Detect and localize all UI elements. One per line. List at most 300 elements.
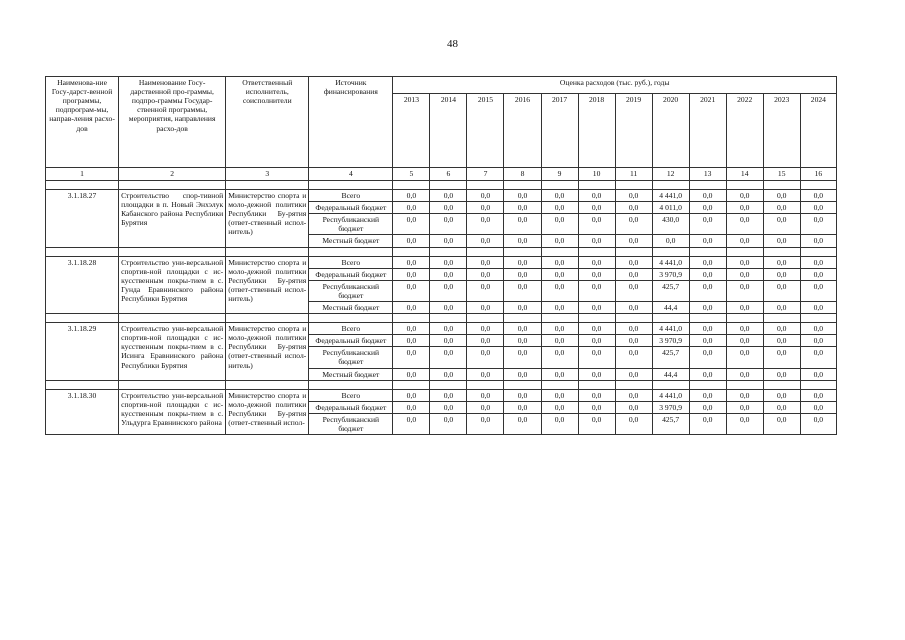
spacer-cell xyxy=(119,314,226,323)
spacer-cell xyxy=(226,380,309,389)
spacer-cell xyxy=(46,181,119,190)
spacer-row xyxy=(46,247,837,256)
value-cell: 0,0 xyxy=(504,323,541,335)
column-number: 10 xyxy=(578,168,615,181)
value-cell: 0,0 xyxy=(689,347,726,368)
spacer-cell xyxy=(46,314,119,323)
spacer-cell xyxy=(615,380,652,389)
value-cell: 4 441,0 xyxy=(652,389,689,401)
value-cell: 0,0 xyxy=(467,190,504,202)
page-number: 48 xyxy=(447,38,458,50)
spacer-cell xyxy=(578,247,615,256)
column-number: 16 xyxy=(800,168,836,181)
value-cell: 4 441,0 xyxy=(652,190,689,202)
value-cell: 0,0 xyxy=(763,268,800,280)
value-cell: 0,0 xyxy=(393,401,430,413)
column-number: 2 xyxy=(119,168,226,181)
value-cell: 0,0 xyxy=(763,235,800,247)
table-row xyxy=(46,190,837,202)
value-cell: 0,0 xyxy=(430,301,467,313)
value-cell: 0,0 xyxy=(763,280,800,301)
spacer-cell xyxy=(467,380,504,389)
year-header: 2015 xyxy=(467,94,504,168)
header-program-name: Наименова-ние Госу-дарст-венной программы, подпрограм-мы, направ-ления расхо-дов xyxy=(46,77,119,168)
value-cell: 0,0 xyxy=(726,214,763,235)
value-cell: 0,0 xyxy=(393,347,430,368)
value-cell: 0,0 xyxy=(615,301,652,313)
document-body xyxy=(45,76,837,576)
value-cell: 0,0 xyxy=(430,214,467,235)
value-cell: 0,0 xyxy=(467,347,504,368)
value-cell: 0,0 xyxy=(504,301,541,313)
value-cell: 0,0 xyxy=(541,235,578,247)
value-cell: 0,0 xyxy=(800,413,836,434)
value-cell: 0,0 xyxy=(578,335,615,347)
value-cell: 0,0 xyxy=(578,190,615,202)
funding-source: Местный бюджет xyxy=(309,301,393,313)
value-cell: 0,0 xyxy=(541,268,578,280)
value-cell: 0,0 xyxy=(393,214,430,235)
value-cell: 0,0 xyxy=(800,202,836,214)
spacer-cell xyxy=(800,181,836,190)
column-number: 1 xyxy=(46,168,119,181)
spacer-cell xyxy=(800,380,836,389)
year-header: 2021 xyxy=(689,94,726,168)
budget-table xyxy=(45,76,837,435)
value-cell: 0,0 xyxy=(763,413,800,434)
spacer-cell xyxy=(726,314,763,323)
value-cell: 0,0 xyxy=(726,401,763,413)
value-cell: 44,4 xyxy=(652,368,689,380)
value-cell: 0,0 xyxy=(504,401,541,413)
spacer-cell xyxy=(309,314,393,323)
value-cell: 0,0 xyxy=(800,280,836,301)
value-cell: 0,0 xyxy=(615,323,652,335)
value-cell: 0,0 xyxy=(541,256,578,268)
value-cell: 0,0 xyxy=(430,280,467,301)
value-cell: 0,0 xyxy=(578,389,615,401)
spacer-cell xyxy=(578,314,615,323)
value-cell: 0,0 xyxy=(467,413,504,434)
funding-source: Федеральный бюджет xyxy=(309,202,393,214)
value-cell: 0,0 xyxy=(578,413,615,434)
column-number: 3 xyxy=(226,168,309,181)
value-cell: 0,0 xyxy=(578,235,615,247)
column-number: 14 xyxy=(726,168,763,181)
spacer-cell xyxy=(309,181,393,190)
spacer-cell xyxy=(615,314,652,323)
value-cell: 0,0 xyxy=(763,301,800,313)
value-cell: 0,0 xyxy=(467,368,504,380)
value-cell: 0,0 xyxy=(615,280,652,301)
spacer-cell xyxy=(763,314,800,323)
funding-source: Федеральный бюджет xyxy=(309,335,393,347)
spacer-cell xyxy=(541,247,578,256)
funding-source: Всего xyxy=(309,256,393,268)
value-cell: 0,0 xyxy=(689,323,726,335)
value-cell: 0,0 xyxy=(430,323,467,335)
value-cell: 0,0 xyxy=(467,214,504,235)
value-cell: 0,0 xyxy=(578,214,615,235)
value-cell: 0,0 xyxy=(541,202,578,214)
value-cell: 0,0 xyxy=(541,368,578,380)
spacer-cell xyxy=(689,181,726,190)
header-executor: Ответственный исполнитель, соисполнители xyxy=(226,77,309,168)
spacer-cell xyxy=(689,380,726,389)
value-cell: 0,0 xyxy=(467,401,504,413)
value-cell: 0,0 xyxy=(541,335,578,347)
spacer-cell xyxy=(652,247,689,256)
spacer-cell xyxy=(309,380,393,389)
value-cell: 0,0 xyxy=(689,214,726,235)
value-cell: 0,0 xyxy=(504,202,541,214)
spacer-cell xyxy=(393,247,430,256)
value-cell: 0,0 xyxy=(541,280,578,301)
entry-name: Строительство уни-версальной спортив-ной площадки с ис-кусственным покры-тием в с. Ульдурга Еравнинского района xyxy=(119,389,226,434)
funding-source: Республиканский бюджет xyxy=(309,413,393,434)
entry-executor: Министерство спорта и моло-дежной политики Республики Бу-рятия (ответ-ственный испол-нитель) xyxy=(226,190,309,248)
value-cell: 0,0 xyxy=(652,235,689,247)
spacer-cell xyxy=(689,247,726,256)
spacer-cell xyxy=(763,181,800,190)
value-cell: 0,0 xyxy=(541,214,578,235)
value-cell: 0,0 xyxy=(726,323,763,335)
funding-source: Всего xyxy=(309,190,393,202)
value-cell: 3 970,9 xyxy=(652,335,689,347)
column-number: 4 xyxy=(309,168,393,181)
value-cell: 0,0 xyxy=(763,347,800,368)
column-number: 7 xyxy=(467,168,504,181)
value-cell: 0,0 xyxy=(578,202,615,214)
spacer-cell xyxy=(393,181,430,190)
value-cell: 0,0 xyxy=(467,268,504,280)
value-cell: 0,0 xyxy=(800,235,836,247)
value-cell: 0,0 xyxy=(763,256,800,268)
value-cell: 0,0 xyxy=(689,202,726,214)
value-cell: 3 970,9 xyxy=(652,401,689,413)
value-cell: 0,0 xyxy=(504,368,541,380)
value-cell: 0,0 xyxy=(467,235,504,247)
value-cell: 0,0 xyxy=(763,202,800,214)
year-header: 2014 xyxy=(430,94,467,168)
value-cell: 0,0 xyxy=(578,268,615,280)
value-cell: 4 441,0 xyxy=(652,323,689,335)
value-cell: 0,0 xyxy=(615,202,652,214)
spacer-cell xyxy=(430,314,467,323)
spacer-cell xyxy=(226,247,309,256)
year-header: 2024 xyxy=(800,94,836,168)
value-cell: 0,0 xyxy=(430,190,467,202)
value-cell: 0,0 xyxy=(504,413,541,434)
value-cell: 0,0 xyxy=(541,413,578,434)
spacer-cell xyxy=(309,247,393,256)
spacer-cell xyxy=(615,247,652,256)
value-cell: 430,0 xyxy=(652,214,689,235)
value-cell: 0,0 xyxy=(726,368,763,380)
spacer-cell xyxy=(467,314,504,323)
value-cell: 0,0 xyxy=(763,214,800,235)
value-cell: 0,0 xyxy=(726,347,763,368)
value-cell: 3 970,9 xyxy=(652,268,689,280)
value-cell: 0,0 xyxy=(800,268,836,280)
value-cell: 0,0 xyxy=(800,256,836,268)
value-cell: 0,0 xyxy=(393,368,430,380)
spacer-cell xyxy=(541,181,578,190)
value-cell: 0,0 xyxy=(393,190,430,202)
spacer-cell xyxy=(689,314,726,323)
value-cell: 0,0 xyxy=(763,335,800,347)
column-number: 5 xyxy=(393,168,430,181)
value-cell: 0,0 xyxy=(726,256,763,268)
value-cell: 0,0 xyxy=(467,301,504,313)
value-cell: 0,0 xyxy=(615,413,652,434)
value-cell: 0,0 xyxy=(615,368,652,380)
funding-source: Федеральный бюджет xyxy=(309,268,393,280)
year-header: 2013 xyxy=(393,94,430,168)
value-cell: 0,0 xyxy=(800,214,836,235)
spacer-cell xyxy=(504,380,541,389)
value-cell: 0,0 xyxy=(393,280,430,301)
value-cell: 0,0 xyxy=(800,190,836,202)
value-cell: 0,0 xyxy=(689,401,726,413)
value-cell: 0,0 xyxy=(578,280,615,301)
value-cell: 0,0 xyxy=(467,256,504,268)
column-number: 15 xyxy=(763,168,800,181)
value-cell: 0,0 xyxy=(615,401,652,413)
value-cell: 0,0 xyxy=(504,347,541,368)
value-cell: 0,0 xyxy=(467,335,504,347)
spacer-cell xyxy=(541,314,578,323)
spacer-cell xyxy=(652,314,689,323)
header-funding-source: Источник финансирования xyxy=(309,77,393,168)
value-cell: 0,0 xyxy=(541,347,578,368)
value-cell: 0,0 xyxy=(467,280,504,301)
funding-source: Республиканский бюджет xyxy=(309,214,393,235)
funding-source: Всего xyxy=(309,323,393,335)
value-cell: 0,0 xyxy=(615,190,652,202)
value-cell: 425,7 xyxy=(652,280,689,301)
value-cell: 0,0 xyxy=(689,268,726,280)
entry-name: Строительство спор-тивной площадки в п. Новый Энхэлук Кабанского района Республики Бурятия xyxy=(119,190,226,248)
spacer-cell xyxy=(504,314,541,323)
value-cell: 4 011,0 xyxy=(652,202,689,214)
entry-code: 3.1.18.28 xyxy=(46,256,119,314)
value-cell: 0,0 xyxy=(504,256,541,268)
value-cell: 0,0 xyxy=(763,323,800,335)
value-cell: 0,0 xyxy=(726,389,763,401)
value-cell: 0,0 xyxy=(800,301,836,313)
year-header: 2018 xyxy=(578,94,615,168)
value-cell: 0,0 xyxy=(689,413,726,434)
spacer-row xyxy=(46,181,837,190)
funding-source: Всего xyxy=(309,389,393,401)
value-cell: 0,0 xyxy=(726,268,763,280)
value-cell: 4 441,0 xyxy=(652,256,689,268)
value-cell: 0,0 xyxy=(763,401,800,413)
spacer-cell xyxy=(504,247,541,256)
value-cell: 0,0 xyxy=(393,389,430,401)
header-measure-name: Наименование Госу-дарственной про-граммы, подпро-граммы Государ-ственной программы, мероприятия, направления расхо-дов xyxy=(119,77,226,168)
value-cell: 0,0 xyxy=(504,190,541,202)
spacer-cell xyxy=(467,181,504,190)
value-cell: 0,0 xyxy=(541,389,578,401)
value-cell: 425,7 xyxy=(652,347,689,368)
spacer-cell xyxy=(504,181,541,190)
value-cell: 0,0 xyxy=(504,214,541,235)
value-cell: 0,0 xyxy=(430,389,467,401)
funding-source: Местный бюджет xyxy=(309,235,393,247)
value-cell: 0,0 xyxy=(504,268,541,280)
value-cell: 0,0 xyxy=(393,301,430,313)
spacer-cell xyxy=(652,380,689,389)
value-cell: 0,0 xyxy=(578,401,615,413)
column-number: 12 xyxy=(652,168,689,181)
column-number: 8 xyxy=(504,168,541,181)
value-cell: 0,0 xyxy=(726,335,763,347)
value-cell: 0,0 xyxy=(430,368,467,380)
value-cell: 0,0 xyxy=(541,323,578,335)
value-cell: 0,0 xyxy=(393,335,430,347)
value-cell: 0,0 xyxy=(763,389,800,401)
spacer-cell xyxy=(430,247,467,256)
value-cell: 0,0 xyxy=(504,389,541,401)
value-cell: 0,0 xyxy=(430,335,467,347)
value-cell: 0,0 xyxy=(800,389,836,401)
spacer-cell xyxy=(119,181,226,190)
spacer-cell xyxy=(726,380,763,389)
spacer-cell xyxy=(119,247,226,256)
value-cell: 0,0 xyxy=(763,190,800,202)
value-cell: 0,0 xyxy=(726,190,763,202)
value-cell: 0,0 xyxy=(467,389,504,401)
value-cell: 0,0 xyxy=(393,413,430,434)
table-row xyxy=(46,256,837,268)
value-cell: 0,0 xyxy=(578,347,615,368)
value-cell: 0,0 xyxy=(689,280,726,301)
spacer-cell xyxy=(467,247,504,256)
spacer-cell xyxy=(393,314,430,323)
value-cell: 0,0 xyxy=(615,389,652,401)
column-number: 13 xyxy=(689,168,726,181)
header-estimate: Оценка расходов (тыс. руб.), годы xyxy=(393,77,837,94)
value-cell: 0,0 xyxy=(541,401,578,413)
value-cell: 0,0 xyxy=(726,413,763,434)
value-cell: 0,0 xyxy=(726,280,763,301)
value-cell: 0,0 xyxy=(578,368,615,380)
value-cell: 0,0 xyxy=(430,401,467,413)
value-cell: 0,0 xyxy=(393,256,430,268)
spacer-cell xyxy=(726,247,763,256)
year-header: 2016 xyxy=(504,94,541,168)
year-header: 2022 xyxy=(726,94,763,168)
spacer-row xyxy=(46,314,837,323)
value-cell: 0,0 xyxy=(467,323,504,335)
entry-executor: Министерство спорта и моло-дежной политики Республики Бу-рятия (ответ-ственный испол-нитель) xyxy=(226,323,309,381)
spacer-cell xyxy=(46,380,119,389)
value-cell: 0,0 xyxy=(800,401,836,413)
value-cell: 0,0 xyxy=(578,301,615,313)
funding-source: Местный бюджет xyxy=(309,368,393,380)
table-row xyxy=(46,323,837,335)
value-cell: 0,0 xyxy=(578,256,615,268)
spacer-cell xyxy=(578,181,615,190)
value-cell: 0,0 xyxy=(393,202,430,214)
column-number: 9 xyxy=(541,168,578,181)
value-cell: 0,0 xyxy=(430,235,467,247)
spacer-cell xyxy=(763,247,800,256)
value-cell: 0,0 xyxy=(689,389,726,401)
value-cell: 44,4 xyxy=(652,301,689,313)
value-cell: 0,0 xyxy=(689,335,726,347)
value-cell: 425,7 xyxy=(652,413,689,434)
entry-name: Строительство уни-версальной спортив-ной площадки с ис-кусственным покры-тием в с. Исинга Еравнинского района Республики Бурятия xyxy=(119,323,226,381)
value-cell: 0,0 xyxy=(430,256,467,268)
column-number: 6 xyxy=(430,168,467,181)
value-cell: 0,0 xyxy=(689,301,726,313)
entry-code: 3.1.18.29 xyxy=(46,323,119,381)
spacer-cell xyxy=(46,247,119,256)
value-cell: 0,0 xyxy=(615,235,652,247)
spacer-cell xyxy=(430,181,467,190)
spacer-cell xyxy=(800,247,836,256)
value-cell: 0,0 xyxy=(541,190,578,202)
value-cell: 0,0 xyxy=(615,214,652,235)
entry-code: 3.1.18.27 xyxy=(46,190,119,248)
value-cell: 0,0 xyxy=(504,235,541,247)
table-row xyxy=(46,389,837,401)
column-number: 11 xyxy=(615,168,652,181)
value-cell: 0,0 xyxy=(615,256,652,268)
value-cell: 0,0 xyxy=(430,347,467,368)
value-cell: 0,0 xyxy=(689,368,726,380)
year-header: 2017 xyxy=(541,94,578,168)
spacer-cell xyxy=(430,380,467,389)
value-cell: 0,0 xyxy=(504,335,541,347)
entry-name: Строительство уни-версальной спортив-ной площадки с ис-кусственным покры-тием в с. Гунда Еравнинского района Республики Бурятия xyxy=(119,256,226,314)
value-cell: 0,0 xyxy=(763,368,800,380)
spacer-cell xyxy=(763,380,800,389)
value-cell: 0,0 xyxy=(615,347,652,368)
spacer-cell xyxy=(226,314,309,323)
value-cell: 0,0 xyxy=(430,413,467,434)
funding-source: Республиканский бюджет xyxy=(309,347,393,368)
value-cell: 0,0 xyxy=(726,301,763,313)
value-cell: 0,0 xyxy=(615,268,652,280)
value-cell: 0,0 xyxy=(689,235,726,247)
year-header: 2020 xyxy=(652,94,689,168)
value-cell: 0,0 xyxy=(430,202,467,214)
spacer-cell xyxy=(578,380,615,389)
value-cell: 0,0 xyxy=(541,301,578,313)
value-cell: 0,0 xyxy=(800,335,836,347)
entry-executor: Министерство спорта и моло-дежной политики Республики Бу-рятия (ответ-ственный испол-нитель) xyxy=(226,256,309,314)
funding-source: Федеральный бюджет xyxy=(309,401,393,413)
value-cell: 0,0 xyxy=(393,235,430,247)
spacer-cell xyxy=(119,380,226,389)
spacer-cell xyxy=(652,181,689,190)
value-cell: 0,0 xyxy=(467,202,504,214)
value-cell: 0,0 xyxy=(689,256,726,268)
value-cell: 0,0 xyxy=(393,323,430,335)
column-number-row xyxy=(46,168,837,181)
spacer-row xyxy=(46,380,837,389)
spacer-cell xyxy=(226,181,309,190)
spacer-cell xyxy=(541,380,578,389)
value-cell: 0,0 xyxy=(689,190,726,202)
spacer-cell xyxy=(393,380,430,389)
value-cell: 0,0 xyxy=(393,268,430,280)
entry-code: 3.1.18.30 xyxy=(46,389,119,434)
